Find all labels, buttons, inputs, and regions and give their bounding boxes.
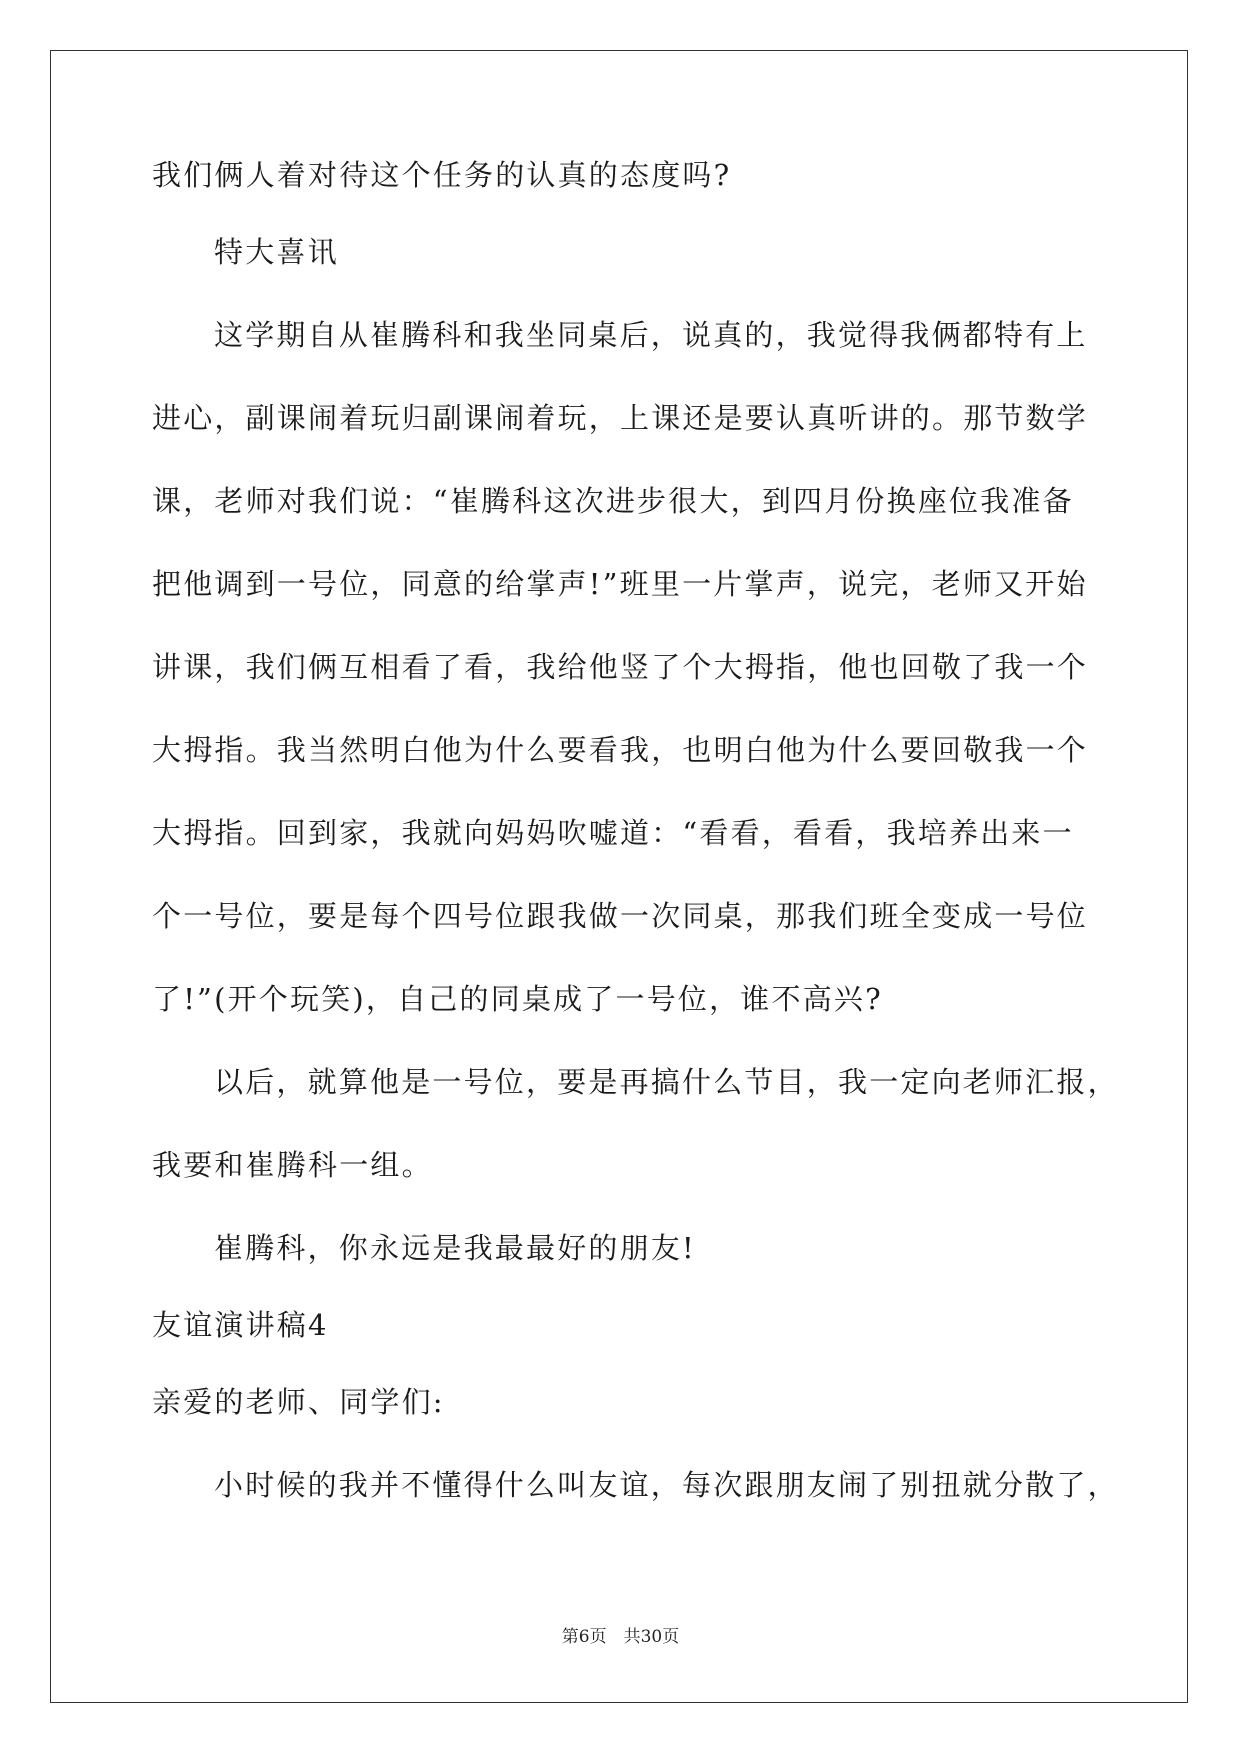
paragraph-line: 个一号位，要是每个四号位跟我做一次同桌，那我们班全变成一号位 [152, 899, 1089, 933]
paragraph-line: 大拇指。回到家，我就向妈妈吹嘘道：“看看，看看，我培养出来一 [152, 816, 1074, 850]
paragraph-line: 这学期自从崔腾科和我坐同桌后，说真的，我觉得我俩都特有上 [214, 318, 1088, 352]
paragraph-line: 进心，副课闹着玩归副课闹着玩，上课还是要认真听讲的。那节数学 [152, 401, 1089, 435]
page-border [50, 50, 1188, 1703]
paragraph-line: 把他调到一号位，同意的给掌声!”班里一片掌声，说完，老师又开始 [152, 567, 1088, 601]
page-number-footer: 第6页 共30页 [561, 1627, 680, 1647]
paragraph-line: 崔腾科，你永远是我最最好的朋友! [214, 1231, 696, 1265]
paragraph-line: 讲课，我们俩互相看了看，我给他竖了个大拇指，他也回敬了我一个 [152, 650, 1089, 684]
subheading: 特大喜讯 [214, 235, 339, 269]
paragraph-line: 以后，就算他是一号位，要是再搞什么节目，我一定向老师汇报， [214, 1065, 1119, 1099]
paragraph-line: 我要和崔腾科一组。 [152, 1148, 433, 1182]
paragraph-line: 了!”(开个玩笑)，自己的同桌成了一号位，谁不高兴? [152, 982, 883, 1016]
paragraph-line: 我们俩人着对待这个任务的认真的态度吗? [152, 158, 732, 192]
section-title: 友谊演讲稿4 [152, 1308, 329, 1342]
paragraph-line: 课，老师对我们说：“崔腾科这次进步很大，到四月份换座位我准备 [152, 484, 1074, 518]
paragraph-line: 小时候的我并不懂得什么叫友谊，每次跟朋友闹了别扭就分散了， [214, 1468, 1119, 1502]
salutation: 亲爱的老师、同学们: [152, 1385, 445, 1419]
paragraph-line: 大拇指。我当然明白他为什么要看我，也明白他为什么要回敬我一个 [152, 733, 1089, 767]
